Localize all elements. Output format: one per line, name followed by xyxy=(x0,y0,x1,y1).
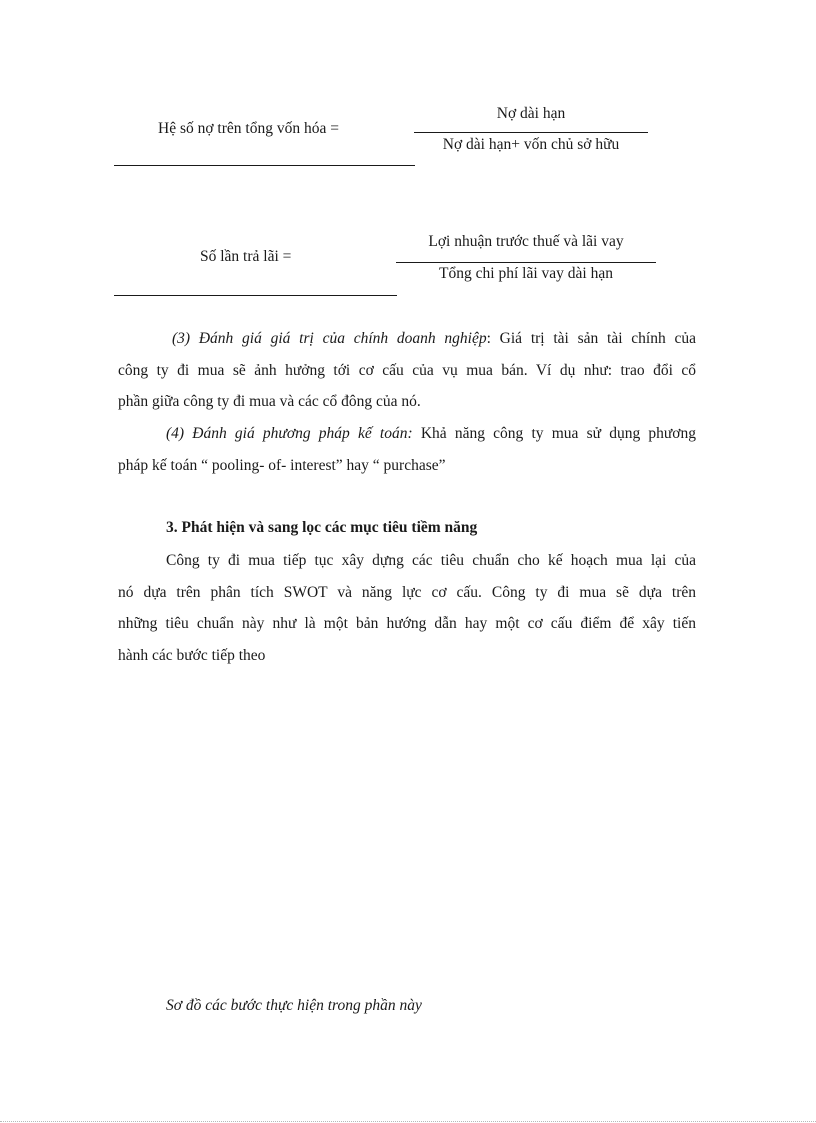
section3-line-3: những tiêu chuẩn này như là một bản hướng dẫn hay một cơ cấu điểm để xây tiến xyxy=(118,615,696,632)
section3-line-2: nó dựa trên phân tích SWOT và năng lực cơ cấu. Công ty đi mua sẽ dựa trên xyxy=(118,583,696,601)
item3-paragraph xyxy=(118,323,696,418)
item3-line1: : Giá trị tài sản tài chính của xyxy=(486,330,696,347)
formula2-fraction-bar xyxy=(396,262,656,263)
section3-line-4: hành các bước tiếp theo xyxy=(118,646,266,664)
item4-title: (4) Đánh giá phương pháp kế toán: xyxy=(166,425,413,442)
item3-title: (3) Đánh giá giá trị của chính doanh nghiệp xyxy=(172,330,487,347)
formula2-label: Số lần trả lãi = xyxy=(200,248,292,265)
formula2-underline xyxy=(114,295,397,296)
section3-line-1: Công ty đi mua tiếp tục xây dựng các tiêu chuẩn cho kế hoạch mua lại của xyxy=(166,552,696,569)
page-bottom-border xyxy=(0,1121,816,1122)
formula1-label: Hệ số nợ trên tổng vốn hóa = xyxy=(158,120,339,137)
section3-paragraph xyxy=(118,545,696,671)
formula1-denominator: Nợ dài hạn+ vốn chủ sở hữu xyxy=(442,136,620,153)
formula2-denominator: Tổng chi phí lãi vay dài hạn xyxy=(439,265,613,282)
formula1-fraction-bar xyxy=(414,132,648,133)
item4-line2: pháp kế toán “ pooling- of- interest” hay “ purchase” xyxy=(118,456,446,474)
item3-line2: công ty đi mua sẽ ảnh hưởng tới cơ cấu của vụ mua bán. Ví dụ như: trao đổi cổ xyxy=(118,361,696,379)
item4-line1: Khả năng công ty mua sử dụng phương xyxy=(412,425,697,442)
item4-paragraph xyxy=(118,418,696,481)
formula1-underline xyxy=(114,165,415,166)
formula2-numerator: Lợi nhuận trước thuế và lãi vay xyxy=(428,233,624,250)
section3-heading: 3. Phát hiện và sang lọc các mục tiêu tiềm năng xyxy=(166,519,478,536)
diagram-caption: Sơ đồ các bước thực hiện trong phần này xyxy=(166,997,422,1014)
formula1-numerator: Nợ dài hạn xyxy=(496,105,566,122)
item3-line3: phần giữa công ty đi mua và các cổ đông của nó. xyxy=(118,393,421,410)
